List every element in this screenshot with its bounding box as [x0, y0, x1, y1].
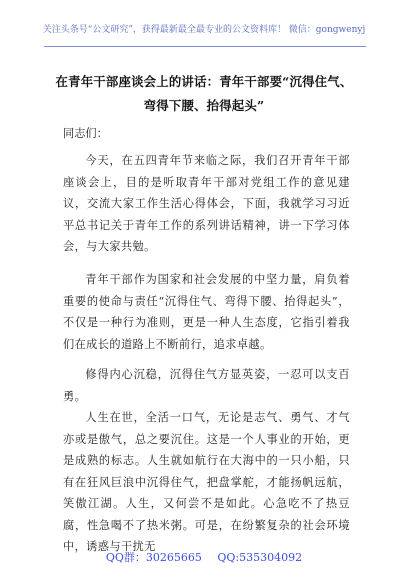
paragraph-4: 人生在世，全活一口气，无论是志气、勇气、才气亦或是傲气，总之要沉住。这是一个人事业的开始，更是成熟的标志。人生就如航行在大海中的一只小船，只有在狂风巨浪中沉得住气，把盘掌舵，才能扬帆远航，笑傲江湖。人生，又何尝不是如此。心急吃不了热豆腐，性急喝不了热米粥。可是，在纷繁复杂的社会环境中，诱惑与干扰无	[63, 411, 350, 553]
paragraph-1: 今天，在五四青年节来临之际，我们召开青年干部座谈会上，目的是听取青年干部对党组工作的意见建议，交流大家工作生活心得体会，下面，我就学习习近平总书记关于青年工作的系列讲话精神，讲一下学习体会，与大家共勉。	[63, 154, 350, 253]
footer-contact	[0, 549, 408, 565]
paragraph-3: 修得内心沉稳，沉得住气方显英姿，一忍可以支百勇。	[63, 368, 350, 403]
greeting: 同志们：	[63, 127, 108, 140]
document-title: 在青年干部座谈会上的讲话：青年干部要“沉得住气、弯得下腰、抬得起头”	[55, 74, 353, 113]
header-divider	[44, 46, 366, 47]
footer-qq-number: QQ:535304092	[217, 551, 303, 564]
footer-qq-group: QQ群：30265665	[105, 551, 202, 564]
paragraph-2: 青年干部作为国家和社会发展的中坚力量，肩负着重要的使命与责任“沉得住气、弯得下腰、抬得起头”，不仅是一种行为准则，更是一种人生态度，它指引着我们在成长的道路上不断前行，追求卓越。	[63, 273, 350, 351]
header-banner: 关注头条号“公文研究”，获得最新最全最专业的公文资料库！ 微信：gongwenyj	[42, 25, 366, 35]
